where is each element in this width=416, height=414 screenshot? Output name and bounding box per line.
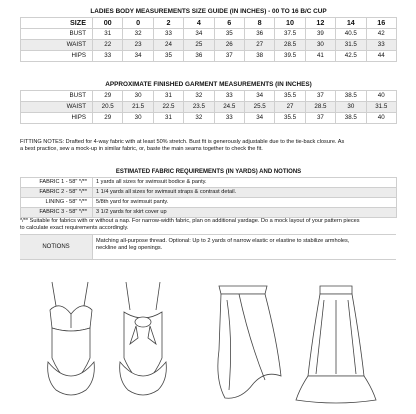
footnote-line: */** Suitable for fabrics with or without a nap. For narrow-width fabric, plan on additional yardage. Do a mock layout of your pattern pieces: [20, 218, 360, 224]
size-cell: 14: [336, 18, 366, 29]
size-cell: 6: [214, 18, 244, 29]
cell: 40: [366, 113, 396, 124]
table-row: [21, 40, 397, 51]
swimsuit-back-icon: [112, 280, 174, 404]
cell: 28.5: [305, 102, 335, 113]
cell: 34: [184, 29, 214, 40]
notions-line: neckline and leg openings.: [96, 245, 163, 252]
notions-text: [96, 238, 394, 252]
cell: 32: [184, 91, 214, 102]
cell: 26: [214, 40, 244, 51]
cell: 40: [366, 91, 396, 102]
skirt-front-icon: [294, 280, 378, 406]
cell: 31: [93, 29, 123, 40]
cell: 44: [366, 51, 396, 62]
cell: 30: [123, 91, 153, 102]
row-label: WAIST: [21, 40, 93, 51]
size-label: SIZE: [21, 18, 93, 29]
cell: 33: [153, 29, 183, 40]
cell: 31: [153, 113, 183, 124]
cell: 35: [153, 51, 183, 62]
notions-line: Matching all-purpose thread. Optional: Up to 2 yards of narrow elastic or elastine to stabilize armholes,: [96, 238, 350, 244]
size-cell: 10: [275, 18, 305, 29]
fabric-label: FABRIC 1 - 58" */**: [21, 178, 93, 188]
fitting-notes-line: FITTING NOTES: Drafted for 4-way fabric with at least 50% stretch. Bust fit is generously adjustable due to the tie-back closure. As: [20, 139, 345, 145]
cell: 33: [214, 113, 244, 124]
cell: 35: [214, 29, 244, 40]
table-row: [21, 188, 397, 198]
cell: 20.5: [93, 102, 123, 113]
cell: 22: [93, 40, 123, 51]
row-label: HIPS: [21, 51, 93, 62]
cell: 36: [184, 51, 214, 62]
row-label: WAIST: [21, 102, 93, 113]
cell: 37: [305, 113, 335, 124]
body-measurements-table: [20, 6, 397, 62]
cell: 23.5: [184, 102, 214, 113]
table1-title: LADIES BODY MEASUREMENTS SIZE GUIDE (IN INCHES) - 00 TO 16 B/C CUP: [21, 7, 397, 18]
cell: 34: [244, 91, 274, 102]
cell: 37.5: [275, 29, 305, 40]
swimsuit-front-icon: [40, 280, 102, 404]
wrap-skirt-icon: [205, 280, 285, 406]
row-label: BUST: [21, 29, 93, 40]
table-row: [21, 51, 397, 62]
cell: 33: [93, 51, 123, 62]
cell: 41: [305, 51, 335, 62]
fabric-label: FABRIC 3 - 58" */**: [21, 208, 93, 218]
cell: 42.5: [336, 51, 366, 62]
fabric-label: FABRIC 2 - 58" */**: [21, 188, 93, 198]
fabric-title: ESTIMATED FABRIC REQUIREMENTS (IN YARDS) AND NOTIONS: [21, 168, 397, 178]
cell: 22.5: [153, 102, 183, 113]
cell: 33: [366, 40, 396, 51]
cell: 34: [123, 51, 153, 62]
table-row: [21, 198, 397, 208]
table-row: [21, 91, 397, 102]
cell: 38.5: [336, 113, 366, 124]
fabric-value: 3 1/2 yards for skirt cover up: [93, 208, 397, 218]
row-label: HIPS: [21, 113, 93, 124]
table-row: [21, 113, 397, 124]
cell: 24.5: [214, 102, 244, 113]
cell: 32: [184, 113, 214, 124]
cell: 27: [244, 40, 274, 51]
cell: 31.5: [366, 102, 396, 113]
footnote-line: to calculate exact requirements accordingly.: [20, 225, 129, 232]
size-cell: 12: [305, 18, 335, 29]
cell: 32: [123, 29, 153, 40]
cell: 28.5: [275, 40, 305, 51]
size-cell: 16: [366, 18, 396, 29]
table-row: [21, 208, 397, 218]
table-row: [21, 102, 397, 113]
cell: 40.5: [336, 29, 366, 40]
cell: 25.5: [244, 102, 274, 113]
cell: 35.5: [275, 91, 305, 102]
row-label: BUST: [21, 91, 93, 102]
table-row: [21, 29, 397, 40]
cell: 39: [305, 29, 335, 40]
fabric-value: 5/8th yard for swimsuit panty.: [93, 198, 397, 208]
cell: 38.5: [336, 91, 366, 102]
fitting-notes-line: a best practice, sew a mock-up in similar fabric, or, baste the main seams together to check the fit.: [20, 146, 263, 153]
cell: 34: [244, 113, 274, 124]
notions-label: NOTIONS: [20, 235, 93, 259]
cell: 36: [244, 29, 274, 40]
cell: 27: [275, 102, 305, 113]
size-cell: 4: [184, 18, 214, 29]
size-cell: 8: [244, 18, 274, 29]
cell: 37: [214, 51, 244, 62]
fitting-notes: [20, 139, 400, 153]
notions-row: [20, 234, 396, 260]
cell: 30: [336, 102, 366, 113]
table-row: [21, 178, 397, 188]
cell: 25: [184, 40, 214, 51]
size-cell: 00: [93, 18, 123, 29]
fabric-value: 1 yards all sizes for swimsuit bodice & panty.: [93, 178, 397, 188]
size-cell: 0: [123, 18, 153, 29]
fabric-label: LINING - 58" */**: [21, 198, 93, 208]
cell: 38: [244, 51, 274, 62]
cell: 31.5: [336, 40, 366, 51]
cell: 24: [153, 40, 183, 51]
cell: 33: [214, 91, 244, 102]
cell: 39.5: [275, 51, 305, 62]
cell: 29: [93, 91, 123, 102]
cell: 31: [153, 91, 183, 102]
fabric-footnote: [20, 218, 406, 232]
finished-garment-table: [20, 79, 397, 124]
table2-title: APPROXIMATE FINISHED GARMENT MEASUREMENTS (IN INCHES): [21, 80, 397, 91]
cell: 37: [305, 91, 335, 102]
cell: 42: [366, 29, 396, 40]
fabric-requirements-table: [20, 167, 397, 218]
cell: 29: [93, 113, 123, 124]
cell: 35.5: [275, 113, 305, 124]
fabric-value: 1 1/4 yards all sizes for swimsuit straps & contrast detail.: [93, 188, 397, 198]
size-cell: 2: [153, 18, 183, 29]
cell: 23: [123, 40, 153, 51]
cell: 30: [123, 113, 153, 124]
cell: 21.5: [123, 102, 153, 113]
cell: 30: [305, 40, 335, 51]
